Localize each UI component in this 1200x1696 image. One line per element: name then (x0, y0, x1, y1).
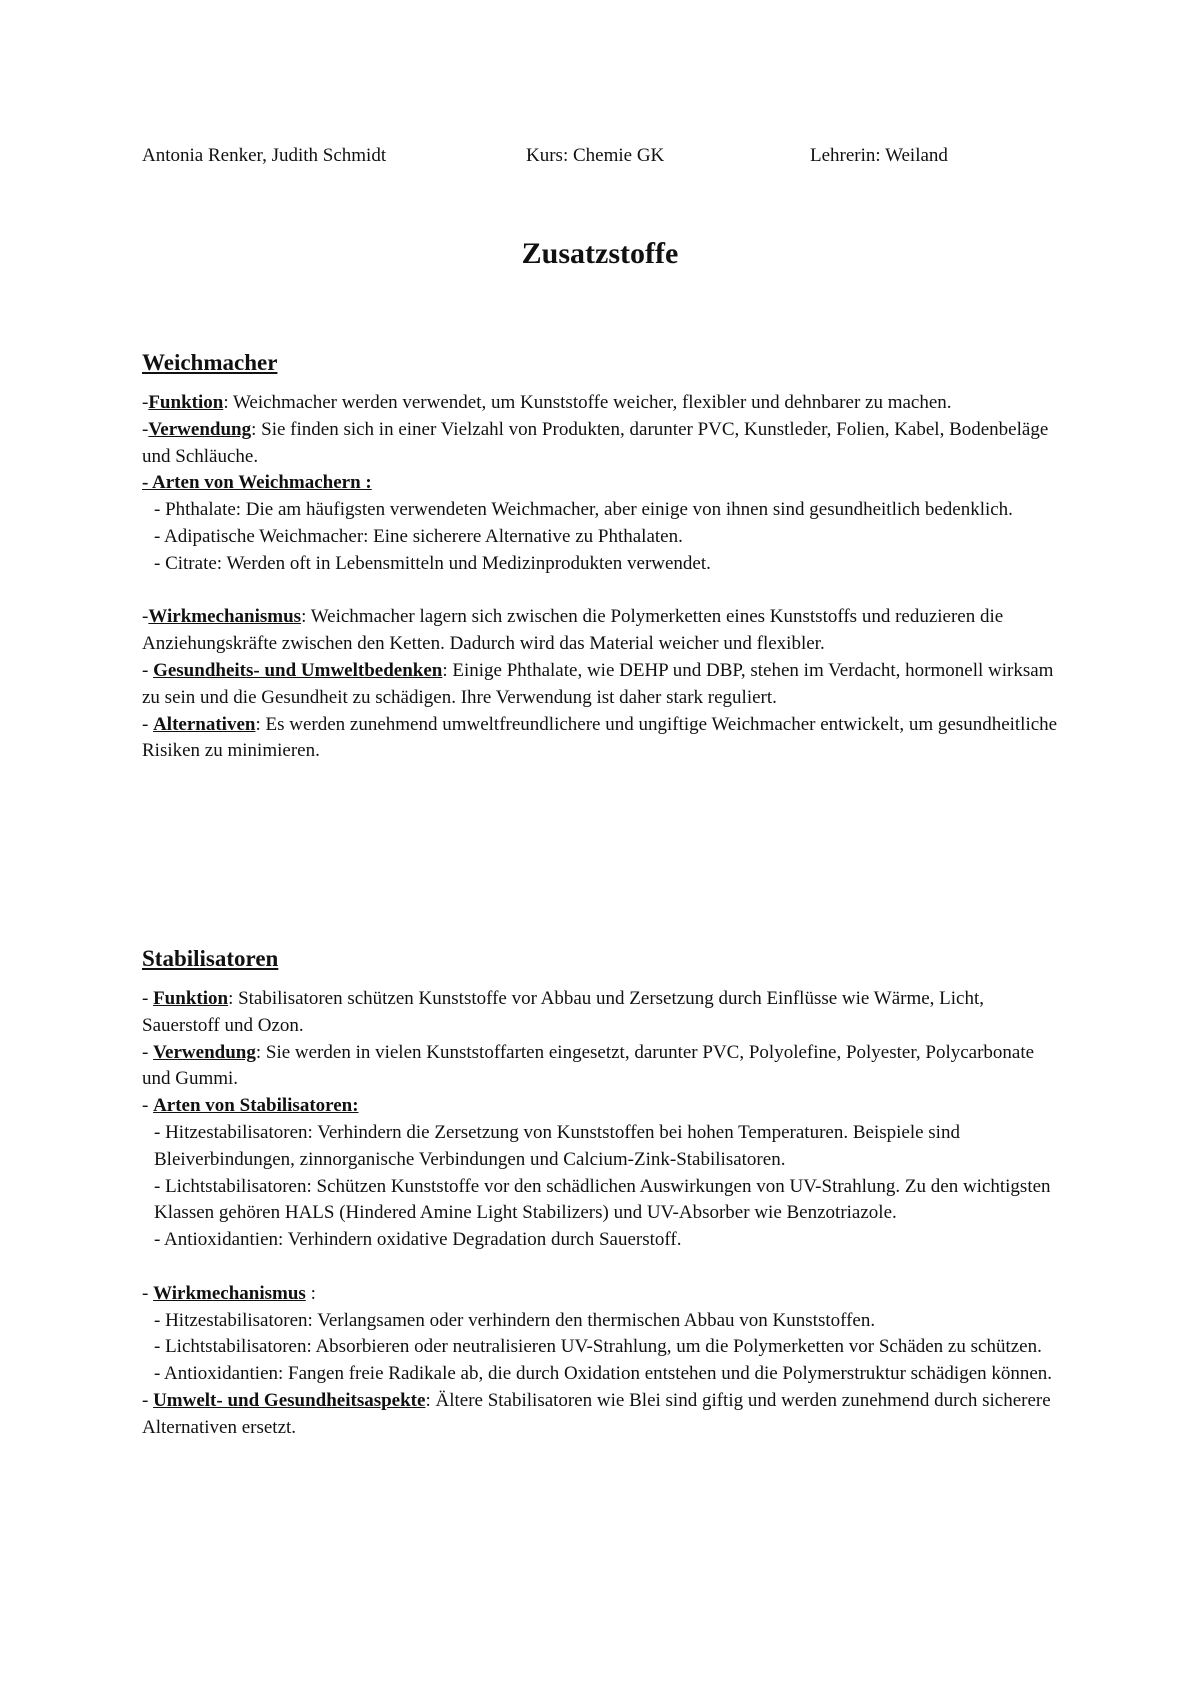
paragraph-verwendung (142, 417, 1062, 471)
paragraph-text: : Sie finden sich in einer Vielzahl von Produkten, darunter PVC, Kunstleder, Folien, Kabel, Bodenbeläge und Schläuche. (142, 418, 1049, 467)
bullet-prefix: - (142, 1041, 154, 1063)
term-label: Verwendung (148, 418, 252, 440)
paragraph-alternativen (142, 712, 1062, 766)
bullet-prefix: - (142, 1095, 154, 1117)
author-names: Antonia Renker, Judith Schmidt (142, 145, 387, 166)
spacer (142, 1254, 1062, 1281)
paragraph-text: : Sie werden in vielen Kunststoffarten eingesetzt, darunter PVC, Polyolefine, Polyester, Polycarbonate und Gummi. (142, 1041, 1035, 1090)
term-label: Gesundheits- und Umweltbedenken (153, 659, 443, 681)
bullet-prefix: - (142, 1282, 154, 1304)
paragraph-arten (142, 1093, 1062, 1120)
bullet-prefix: - (142, 392, 149, 413)
section-stabilisatoren (142, 944, 1062, 1442)
section-body (142, 390, 1062, 765)
bullet-prefix: - (142, 659, 154, 681)
paragraph-wirkmechanismus (142, 604, 1062, 658)
bullet-prefix: - (142, 418, 149, 440)
list-item: - Hitzestabilisatoren: Verhindern die Zersetzung von Kunststoffen bei hohen Temperaturen. Beispiele sind Bleiverbindungen, zinnorganische Verbindungen und Calcium-Zink-Stabilisatoren. (154, 1121, 960, 1170)
teacher-label: Lehrerin: Weiland (810, 145, 948, 166)
list-item: - Lichtstabilisatoren: Absorbieren oder neutralisieren UV-Strahlung, um die Polymerketten vor Schäden zu schützen. (154, 1336, 1042, 1358)
bullet-prefix: - (142, 988, 154, 1009)
paragraph-aspekte (142, 1388, 1062, 1442)
list-item: - Antioxidantien: Verhindern oxidative Degradation durch Sauerstoff. (154, 1229, 682, 1251)
bullet-prefix: - (142, 606, 149, 628)
paragraph-bedenken (142, 658, 1062, 712)
term-label: Alternativen (153, 713, 256, 735)
paragraph-verwendung (142, 1040, 1062, 1094)
paragraph-arten (142, 470, 1062, 497)
course-label: Kurs: Chemie GK (526, 145, 665, 166)
term-label: Umwelt- und Gesundheitsaspekte (153, 1389, 426, 1411)
term-label: Verwendung (153, 1041, 256, 1063)
term-label: Wirkmechanismus (153, 1282, 306, 1304)
section-heading: Stabilisatoren (142, 946, 279, 971)
list-item: - Hitzestabilisatoren: Verlangsamen oder verhindern den thermischen Abbau von Kunststoffen. (154, 1309, 876, 1331)
bullet-prefix: - (142, 1389, 154, 1411)
paragraph-funktion (142, 986, 1062, 1040)
paragraph-text: : Stabilisatoren schützen Kunststoffe vor Abbau und Zersetzung durch Einflüsse wie Wärme, Licht, Sauerstoff und Ozon. (142, 988, 985, 1036)
section-weichmacher (142, 348, 1062, 765)
section-heading: Weichmacher (142, 350, 278, 375)
term-label: - Arten von Weichmachern : (142, 472, 372, 494)
list-item: - Citrate: Werden oft in Lebensmitteln und Medizinprodukten verwendet. (154, 552, 711, 574)
list-item: - Adipatische Weichmacher: Eine sicherere Alternative zu Phthalaten. (154, 525, 683, 547)
bullet-prefix: - (142, 713, 154, 735)
list-item: - Antioxidantien: Fangen freie Radikale ab, die durch Oxidation entstehen und die Polymerstruktur schädigen können. (154, 1363, 1053, 1385)
document-title: Zusatzstoffe (521, 237, 679, 270)
paragraph-text: : Weichmacher werden verwendet, um Kunststoffe weicher, flexibler und dehnbarer zu machen. (223, 392, 952, 413)
term-label: Funktion (153, 988, 229, 1009)
paragraph-text: : (305, 1282, 316, 1304)
section-body (142, 986, 1062, 1442)
paragraph-text: : Ältere Stabilisatoren wie Blei sind giftig und werden zunehmend durch sicherere Alternativen ersetzt. (142, 1389, 1051, 1438)
paragraph-text: : Einige Phthalate, wie DEHP und DBP, stehen im Verdacht, hormonell wirksam zu sein und die Gesundheit zu schädigen. Ihre Verwendung ist daher stark reguliert. (142, 659, 1054, 708)
term-label: Arten von Stabilisatoren: (153, 1095, 359, 1117)
term-label: Wirkmechanismus (148, 606, 302, 628)
spacer (142, 578, 1062, 605)
paragraph-text: : Weichmacher lagern sich zwischen die Polymerketten eines Kunststoffs und reduzieren die Anziehungskräfte zwischen den Ketten. Dadurch wird das Material weicher und flexibler. (142, 606, 1004, 655)
term-label: Funktion (148, 392, 224, 413)
paragraph-wirkmechanismus (142, 1281, 1062, 1308)
paragraph-funktion (142, 390, 1062, 417)
list-item: - Phthalate: Die am häufigsten verwendeten Weichmacher, aber einige von ihnen sind gesundheitlich bedenklich. (154, 499, 1013, 521)
list-item: - Lichtstabilisatoren: Schützen Kunststoffe vor den schädlichen Auswirkungen von UV-Strahlung. Zu den wichtigsten Klassen gehören HALS (Hindered Amine Light Stabilizers) und UV-Absorber wie Benzotriazole. (154, 1175, 1051, 1224)
paragraph-text: : Es werden zunehmend umweltfreundlichere und ungiftige Weichmacher entwickelt, um gesundheitliche Risiken zu minimieren. (142, 713, 1058, 762)
